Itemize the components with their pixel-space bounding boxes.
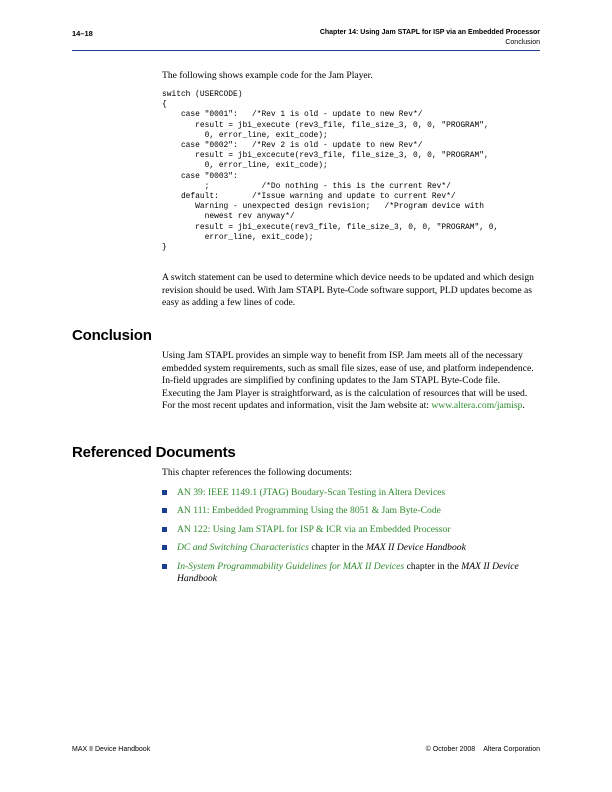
code-line: case "0003": bbox=[162, 171, 238, 181]
code-line: result = jbi_execute(rev3_file, file_size_3, 0, 0, "PROGRAM", 0, bbox=[162, 222, 499, 232]
code-intro: The following shows example code for the Jam Player. bbox=[162, 70, 373, 81]
code-line: } bbox=[162, 243, 167, 253]
bullet-icon bbox=[162, 564, 167, 569]
running-header bbox=[320, 28, 540, 48]
book-title: MAX II Device Handbook bbox=[365, 542, 466, 554]
doc-link-isp-guidelines[interactable]: In-System Programmability Guidelines for MAX II Devices bbox=[177, 560, 405, 572]
switch-paragraph: A switch statement can be used to determine which device needs to be updated and which design revision should be used. With Jam STAPL Byte-Code software support, PLD updates become as easy as adding a few lines of code. bbox=[162, 272, 534, 308]
footer-date: © October 2008 bbox=[425, 746, 476, 753]
book-title: MAX II Device Handbook bbox=[177, 560, 519, 584]
conclusion-heading: Conclusion bbox=[72, 327, 152, 344]
footer-copyright bbox=[426, 746, 540, 753]
header-rule bbox=[72, 50, 540, 51]
doc-link-an39[interactable]: AN 39: IEEE 1149.1 (JTAG) Boudary-Scan Testing in Altera Devices bbox=[177, 487, 446, 498]
code-line: default: /*Issue warning and update to current Rev*/ bbox=[162, 192, 456, 202]
doc-link-an111[interactable]: AN 111: Embedded Programming Using the 8051 & Jam Byte-Code bbox=[177, 505, 441, 517]
referenced-intro: This chapter references the following documents: bbox=[162, 467, 352, 478]
code-line: case "0001": /*Rev 1 is old - update to new Rev*/ bbox=[162, 110, 423, 120]
code-line: case "0002": /*Rev 2 is old - update to new Rev*/ bbox=[162, 141, 423, 151]
conclusion-paragraph bbox=[162, 350, 540, 413]
footer-handbook: MAX II Device Handbook bbox=[72, 746, 151, 753]
doc-suffix: chapter in the bbox=[308, 542, 366, 554]
conclusion-end: . bbox=[522, 400, 525, 411]
section-name: Conclusion bbox=[505, 39, 540, 46]
code-line: result = jbi_excecute(rev3_file, file_size_3, 0, 0, "PROGRAM", bbox=[162, 151, 489, 161]
list-item bbox=[162, 505, 540, 517]
footer-company: Altera Corporation bbox=[483, 746, 540, 753]
bullet-icon bbox=[162, 527, 167, 532]
doc-suffix: chapter in the bbox=[404, 560, 462, 572]
code-line: 0, error_line, exit_code); bbox=[162, 130, 328, 140]
code-line: ; /*Do nothing - this is the current Rev*/ bbox=[162, 181, 451, 191]
code-line: newest rev anyway*/ bbox=[162, 212, 295, 222]
code-line: Warning - unexpected design revision; /*Program device with bbox=[162, 202, 484, 212]
list-item bbox=[162, 524, 540, 536]
conclusion-text: Using Jam STAPL provides an simple way to benefit from ISP. Jam meets all of the necessary embedded system requirements, such as small file sizes, ease of use, and platform independence. In-field upgrades are simplified by confining updates to the Jam STAPL Byte-Code file. Executing the Jam Player is straightforward, as is the calculation of resources that will be used. For the most recent updates and information, visit the Jam website at: bbox=[162, 350, 534, 411]
referenced-documents-list bbox=[162, 487, 540, 591]
code-example bbox=[162, 90, 498, 253]
code-line: 0, error_line, exit_code); bbox=[162, 161, 328, 171]
doc-link-dc-switching[interactable]: DC and Switching Characteristics bbox=[177, 542, 309, 554]
page-number: 14–18 bbox=[72, 29, 93, 38]
code-line: switch (USERCODE) bbox=[162, 90, 243, 99]
bullet-icon bbox=[162, 508, 167, 513]
list-item bbox=[162, 487, 540, 499]
doc-link-an122[interactable]: AN 122: Using Jam STAPL for ISP & ICR via an Embedded Processor bbox=[177, 523, 451, 535]
bullet-icon bbox=[162, 545, 167, 550]
code-line: error_line, exit_code); bbox=[162, 232, 314, 242]
list-item bbox=[162, 542, 540, 554]
chapter-title: Chapter 14: Using Jam STAPL for ISP via an Embedded Processor bbox=[319, 29, 540, 36]
referenced-documents-heading: Referenced Documents bbox=[72, 444, 236, 461]
list-item bbox=[162, 561, 540, 585]
code-line: { bbox=[162, 100, 167, 110]
jam-website-link[interactable]: www.altera.com/jamisp bbox=[431, 400, 523, 411]
code-line: result = jbi_execute (rev3_file, file_size_3, 0, 0, "PROGRAM", bbox=[162, 120, 489, 130]
bullet-icon bbox=[162, 490, 167, 495]
